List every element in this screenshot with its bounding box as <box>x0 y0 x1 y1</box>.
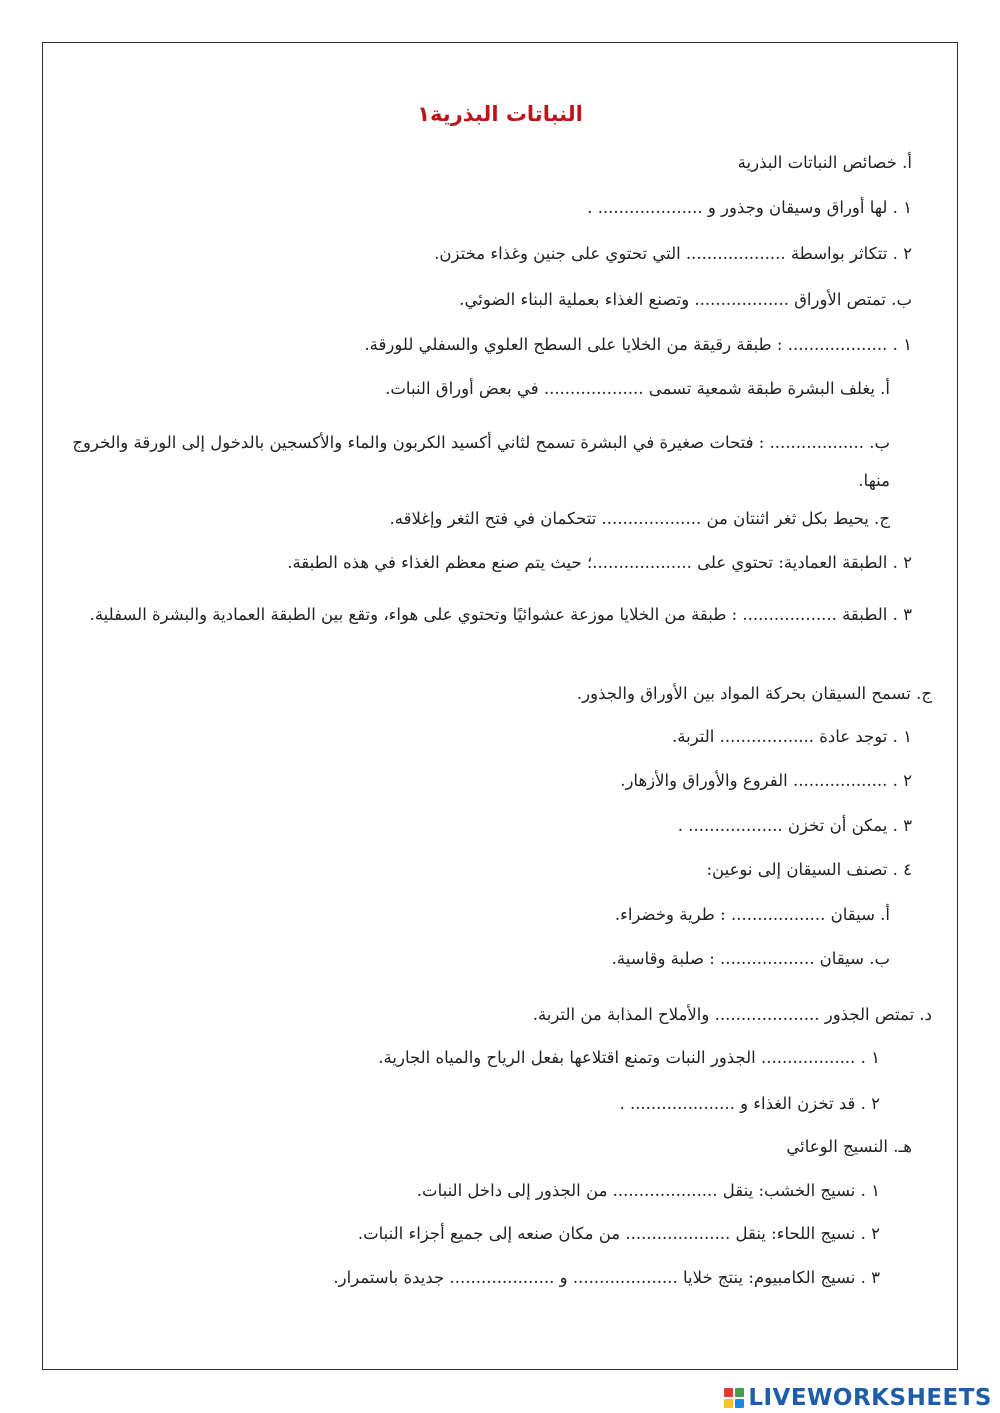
item-b1: ١ . ................... : طبقة رقيقة من الخلايا على السطح العلوي والسفلي للورقة. <box>364 335 912 354</box>
item-b1a: أ. يغلف البشرة طبقة شمعية تسمى ................... في بعض أوراق النبات. <box>385 379 890 398</box>
item-a2: ٢ . تتكاثر بواسطة ................... التي تحتوي على جنين وغذاء مختزن. <box>434 244 912 263</box>
item-c4: ٤ . تصنف السيقان إلى نوعين: <box>706 860 912 879</box>
section-b-heading: ب. تمتص الأوراق .................. وتصنع الغذاء بعملية البناء الضوئي. <box>459 290 912 309</box>
page-title: النباتات البذرية١ <box>417 102 583 126</box>
logo-block-blue <box>735 1399 744 1408</box>
item-e3: ٣ . نسيج الكامبيوم: ينتج خلايا .................... و .................... جديدة باستمرار. <box>333 1268 880 1287</box>
item-a1: ١ . لها أوراق وسيقان وجذور و .................... . <box>587 198 912 217</box>
logo-block-green <box>735 1388 744 1397</box>
logo-block-red <box>724 1388 733 1397</box>
section-d-heading: د. تمتص الجذور .................... والأملاح المذابة من التربة. <box>532 1005 932 1024</box>
section-c-heading: ج. تسمح السيقان بحركة المواد بين الأوراق والجذور. <box>576 684 932 703</box>
item-b1b: ب. .................. : فتحات صغيرة في البشرة تسمح لثاني أكسيد الكربون والماء والأكسجين بالدخول إلى الورقة والخروج منها. <box>72 433 890 490</box>
item-c2: ٢ . .................. الفروع والأوراق والأزهار. <box>620 771 912 790</box>
brand-text: LIVEWORKSHEETS <box>748 1385 992 1411</box>
item-c4b: ب. سيقان .................. : صلبة وقاسية. <box>611 949 890 968</box>
page-border <box>42 42 958 1370</box>
item-e2: ٢ . نسيج اللحاء: ينقل .................... من مكان صنعه إلى جميع أجزاء النبات. <box>357 1224 880 1243</box>
section-a-heading: أ. خصائص النباتات البذرية <box>737 153 912 172</box>
item-b2: ٢ . الطبقة العمادية: تحتوي على ...................؛ حيث يتم صنع معظم الغذاء في هذه الطبقة. <box>287 553 912 572</box>
item-e1: ١ . نسيج الخشب: ينقل .................... من الجذور إلى داخل النبات. <box>416 1181 880 1200</box>
item-b1c: ج. يحيط بكل ثغر اثنتان من ................... تتحكمان في فتح الثغر وإغلاقه. <box>389 509 890 528</box>
item-c3: ٣ . يمكن أن تخزن .................. . <box>677 816 912 835</box>
logo-blocks-icon <box>724 1388 744 1408</box>
section-e-heading: هـ. النسيج الوعائي <box>786 1137 912 1156</box>
item-c1: ١ . توجد عادة .................. التربة. <box>672 727 912 746</box>
item-c4a: أ. سيقان .................. : طرية وخضراء. <box>614 905 890 924</box>
logo-block-yellow <box>724 1399 733 1408</box>
item-d1: ١ . .................. الجذور النبات وتمنع اقتلاعها بفعل الرياح والمياه الجارية. <box>378 1048 880 1067</box>
item-d2: ٢ . قد تخزن الغذاء و .................... . <box>619 1094 880 1113</box>
liveworksheets-logo <box>724 1385 992 1411</box>
item-b3: ٣ . الطبقة .................. : طبقة من الخلايا موزعة عشوائيًا وتحتوي على هواء، وتقع بين الطبقة العمادية والبشرة السفلية. <box>89 605 912 624</box>
